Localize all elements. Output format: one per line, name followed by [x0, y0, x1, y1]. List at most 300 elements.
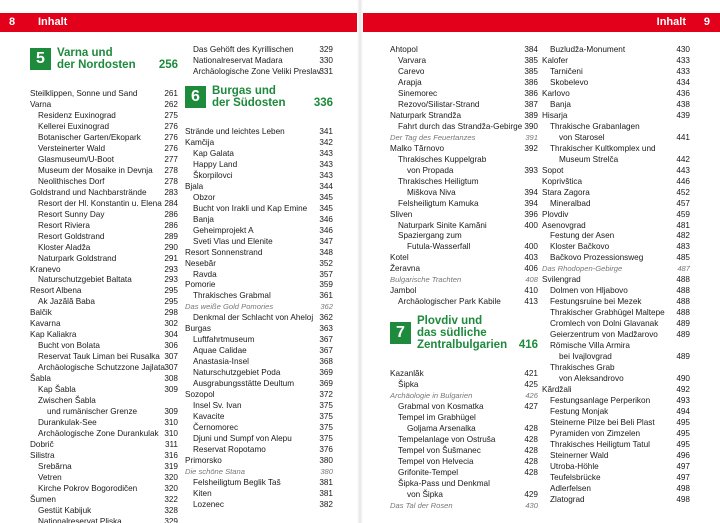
toc-entry[interactable]: [390, 479, 538, 490]
toc-entry-label: Kellerei Euxinograd: [38, 121, 110, 131]
toc-entry-page: 352: [319, 258, 333, 268]
toc-entry[interactable]: [542, 363, 690, 374]
toc-entry-page: 320: [164, 483, 178, 493]
toc-entry[interactable]: [542, 286, 690, 297]
toc-entry[interactable]: [30, 374, 178, 385]
toc-entry[interactable]: [185, 346, 333, 357]
toc-entry-label: Römische Villa Armira: [550, 341, 630, 351]
toc-entry-label: Kavacite: [193, 412, 225, 422]
toc-entry[interactable]: [185, 149, 333, 160]
toc-entry[interactable]: [390, 155, 538, 166]
toc-entry-page: 375: [319, 423, 333, 433]
toc-entry[interactable]: [390, 111, 538, 122]
toc-entry[interactable]: [542, 45, 690, 56]
toc-entry[interactable]: [30, 243, 178, 254]
toc-entry-label: Thrakisches Grabmal: [193, 291, 271, 301]
toc-entry[interactable]: [390, 210, 538, 221]
toc-entry-label: Banja: [550, 99, 571, 109]
toc-entry-page: 494: [676, 406, 690, 416]
toc-entry[interactable]: [185, 248, 333, 259]
toc-entry-page: 381: [319, 488, 333, 498]
toc-entry[interactable]: [390, 67, 538, 78]
toc-entry[interactable]: [30, 232, 178, 243]
toc-feature-entry[interactable]: [390, 391, 538, 402]
toc-entry[interactable]: [542, 56, 690, 67]
toc-entry[interactable]: [185, 280, 333, 291]
toc-entry[interactable]: [390, 166, 538, 177]
toc-entry[interactable]: [185, 45, 333, 56]
toc-entry-page: 277: [164, 154, 178, 164]
toc-entry[interactable]: [30, 484, 178, 495]
toc-entry[interactable]: [30, 166, 178, 177]
toc-entry[interactable]: [390, 242, 538, 253]
toc-feature-entry[interactable]: [390, 275, 538, 286]
chapter-number-badge: 6: [185, 86, 206, 108]
toc-entry-label: Sopot: [542, 165, 564, 175]
toc-entry[interactable]: [390, 457, 538, 468]
toc-entry-page: 382: [319, 499, 333, 509]
toc-entry[interactable]: [30, 199, 178, 210]
toc-entry-page: 346: [319, 225, 333, 235]
book-gutter: [357, 0, 363, 523]
toc-entry[interactable]: [185, 357, 333, 368]
toc-entry-page: 329: [319, 45, 333, 54]
toc-entry-page: 284: [164, 198, 178, 208]
chapter-heading[interactable]: [390, 315, 538, 361]
toc-entry[interactable]: [542, 210, 690, 221]
toc-entry-page: 276: [164, 121, 178, 131]
toc-entry-label: Tempel von Helvecia: [398, 457, 474, 466]
chapter-number-badge: 5: [30, 48, 51, 70]
toc-entry-page: 384: [524, 45, 538, 54]
toc-entry-page: 434: [676, 77, 690, 87]
toc-entry[interactable]: [30, 462, 178, 473]
toc-entry[interactable]: [30, 385, 178, 396]
toc-entry-label: Nationalreservat Pliska: [38, 516, 122, 523]
toc-entry-page: 385: [524, 55, 538, 65]
toc-entry-label: Steinerner Wald: [550, 450, 609, 460]
toc-entry-page: 391: [525, 132, 538, 142]
toc-entry-label: Arapja: [398, 77, 422, 87]
toc-entry[interactable]: [542, 297, 690, 308]
toc-entry-label: Kranevo: [30, 264, 61, 274]
toc-entry-page: 457: [676, 198, 690, 208]
toc-entry[interactable]: [542, 155, 690, 166]
right-page: [360, 0, 720, 523]
toc-entry[interactable]: [542, 100, 690, 111]
toc-entry-page: 276: [164, 143, 178, 153]
toc-entry[interactable]: [390, 100, 538, 111]
toc-entry[interactable]: [542, 484, 690, 495]
toc-entry[interactable]: [390, 490, 538, 501]
toc-entry-label: Resort Riviera: [38, 220, 90, 230]
toc-entry[interactable]: [542, 231, 690, 242]
toc-column-4: [542, 45, 690, 506]
toc-entry[interactable]: [542, 341, 690, 352]
toc-entry[interactable]: [390, 45, 538, 56]
toc-entry[interactable]: [185, 412, 333, 423]
toc-entry-label: Kotel: [390, 253, 409, 263]
toc-entry-label: Thrakische Grabanlagen: [550, 121, 640, 131]
toc-entry-label: Bačkovo Prozessionsweg: [550, 253, 644, 263]
chapter-title-line: der Nordosten: [57, 59, 136, 71]
toc-entry[interactable]: [30, 275, 178, 286]
toc-entry[interactable]: [542, 188, 690, 199]
toc-entry[interactable]: [542, 67, 690, 78]
toc-entry-label: Plovdiv: [542, 209, 569, 219]
toc-entry-page: 428: [524, 446, 538, 456]
toc-entry[interactable]: [542, 89, 690, 100]
toc-entry-label: Banja: [193, 214, 214, 224]
toc-entry-page: 403: [524, 253, 538, 263]
toc-entry[interactable]: [185, 335, 333, 346]
toc-entry[interactable]: [185, 270, 333, 281]
toc-entry-page: 307: [164, 352, 178, 362]
toc-entry-label: Koprivštica: [542, 176, 583, 186]
toc-entry-label: Archäologische Zone Durankulak: [38, 429, 159, 439]
toc-entry[interactable]: [30, 418, 178, 429]
toc-entry[interactable]: [30, 473, 178, 484]
toc-entry[interactable]: [30, 265, 178, 276]
toc-entry[interactable]: [390, 56, 538, 67]
toc-entry[interactable]: [185, 313, 333, 324]
toc-feature-entry[interactable]: [185, 467, 333, 478]
toc-feature-entry[interactable]: [542, 264, 690, 275]
toc-entry[interactable]: [390, 199, 538, 210]
toc-entry-page: 362: [319, 313, 333, 323]
toc-entry[interactable]: [185, 434, 333, 445]
toc-entry[interactable]: [30, 330, 178, 341]
toc-entry-label: Obzor: [193, 192, 216, 202]
toc-entry[interactable]: [185, 368, 333, 379]
toc-entry[interactable]: [30, 286, 178, 297]
toc-entry[interactable]: [30, 122, 178, 133]
toc-entry[interactable]: [30, 341, 178, 352]
toc-entry[interactable]: [542, 451, 690, 462]
toc-entry[interactable]: [185, 182, 333, 193]
toc-entry[interactable]: [390, 369, 538, 380]
toc-feature-entry[interactable]: [185, 302, 333, 313]
toc-entry[interactable]: [185, 456, 333, 467]
toc-entry[interactable]: [30, 133, 178, 144]
toc-entry[interactable]: [185, 237, 333, 248]
toc-entry[interactable]: [30, 407, 178, 418]
toc-entry[interactable]: [542, 199, 690, 210]
toc-entry-label: Tempel im Grabhügel: [398, 413, 476, 423]
toc-entry-page: 375: [319, 434, 333, 444]
chapter-title-line: Varna und: [57, 47, 113, 59]
toc-entry-page: 392: [524, 143, 538, 153]
toc-entry[interactable]: [542, 385, 690, 396]
toc-entry-label: Festung der Asen: [550, 231, 615, 241]
toc-entry-label: Cromlech von Dolni Glavanak: [550, 319, 659, 329]
toc-entry-label: Naturpark Sinite Kamăni: [398, 220, 487, 230]
toc-entry-label: Kamčija: [185, 137, 215, 147]
toc-entry-page: 452: [676, 187, 690, 197]
toc-entry-label: Carevo: [398, 66, 425, 76]
toc-entry[interactable]: [542, 352, 690, 363]
toc-entry[interactable]: [30, 363, 178, 374]
toc-entry-label: Kloster Aladža: [38, 242, 91, 252]
toc-entry[interactable]: [542, 122, 690, 133]
toc-entry[interactable]: [185, 489, 333, 500]
toc-entry[interactable]: [30, 517, 178, 523]
toc-entry[interactable]: [185, 127, 333, 138]
toc-entry-page: 413: [524, 297, 538, 307]
toc-entry-label: Skobelevo: [550, 77, 589, 87]
toc-entry-label: Zlatograd: [550, 494, 585, 504]
toc-entry[interactable]: [390, 78, 538, 89]
toc-entry[interactable]: [390, 89, 538, 100]
toc-entry-label: Futula-Wasserfall: [407, 242, 471, 252]
toc-entry[interactable]: [185, 423, 333, 434]
toc-entry[interactable]: [542, 111, 690, 122]
toc-entry-label: Stara Zagora: [542, 187, 590, 197]
toc-entry[interactable]: [542, 495, 690, 506]
toc-entry[interactable]: [542, 418, 690, 429]
toc-entry-label: Karlovo: [542, 88, 570, 98]
toc-entry-page: 498: [676, 483, 690, 493]
toc-entry-label: Resort Albena: [30, 286, 82, 296]
toc-entry[interactable]: [390, 297, 538, 308]
toc-entry[interactable]: [390, 122, 538, 133]
toc-entry[interactable]: [542, 221, 690, 232]
toc-entry-label: Kap Kaliakra: [30, 330, 77, 340]
toc-entry-page: 262: [164, 99, 178, 109]
toc-entry-label: von Propada: [407, 165, 454, 175]
toc-entry[interactable]: [542, 253, 690, 264]
chapter-heading[interactable]: [30, 47, 178, 81]
toc-entry[interactable]: [542, 440, 690, 451]
toc-entry[interactable]: [390, 253, 538, 264]
toc-entry-label: Bucht von Bolata: [38, 341, 100, 351]
toc-entry-page: 343: [319, 170, 333, 180]
toc-entry[interactable]: [185, 138, 333, 149]
toc-entry-label: Bjala: [185, 181, 204, 191]
toc-entry[interactable]: [542, 133, 690, 144]
toc-entry[interactable]: [185, 215, 333, 226]
toc-entry-page: 345: [319, 192, 333, 202]
toc-entry[interactable]: [390, 177, 538, 188]
toc-entry[interactable]: [542, 319, 690, 330]
toc-entry[interactable]: [185, 56, 333, 67]
toc-entry[interactable]: [390, 286, 538, 297]
toc-entry-page: 390: [524, 121, 538, 131]
chapter-title: [417, 315, 507, 351]
toc-entry-label: Thrakischer Kultkomplex und: [550, 143, 656, 153]
toc-entry-page: 393: [524, 165, 538, 175]
toc-entry[interactable]: [390, 446, 538, 457]
toc-entry[interactable]: [30, 144, 178, 155]
toc-entry-page: 436: [676, 88, 690, 98]
toc-entry-label: Jambol: [390, 286, 417, 296]
toc-entry[interactable]: [30, 495, 178, 506]
toc-entry[interactable]: [30, 308, 178, 319]
toc-entry-page: 380: [320, 466, 333, 476]
toc-entry[interactable]: [390, 264, 538, 275]
toc-entry[interactable]: [542, 473, 690, 484]
toc-entry-page: 310: [164, 429, 178, 439]
toc-entry-label: Neolithisches Dorf: [38, 176, 105, 186]
right-page-number: 9: [703, 16, 710, 28]
toc-entry-page: 295: [164, 297, 178, 307]
toc-entry[interactable]: [30, 352, 178, 363]
toc-entry-label: Šumen: [30, 494, 56, 504]
toc-feature-entry[interactable]: [390, 133, 538, 144]
toc-entry-page: 495: [676, 417, 690, 427]
toc-entry[interactable]: [30, 297, 178, 308]
toc-entry[interactable]: [542, 308, 690, 319]
toc-entry-label: von Aleksandrovo: [559, 374, 624, 384]
toc-entry[interactable]: [542, 429, 690, 440]
toc-entry[interactable]: [30, 188, 178, 199]
toc-entry-page: 367: [319, 346, 333, 356]
toc-entry-label: Kărdžali: [542, 385, 572, 395]
toc-entry-page: 319: [164, 461, 178, 471]
toc-entry-label: Insel Sv. Ivan: [193, 401, 242, 411]
toc-entry-label: Grifonite-Tempel: [398, 467, 459, 477]
toc-entry[interactable]: [542, 374, 690, 385]
toc-entry-page: 331: [319, 66, 333, 76]
toc-entry-page: 345: [319, 203, 333, 213]
toc-entry[interactable]: [185, 445, 333, 456]
toc-entry-page: 487: [677, 264, 690, 274]
chapter-heading[interactable]: [185, 85, 333, 119]
toc-entry[interactable]: [185, 291, 333, 302]
toc-entry[interactable]: [185, 500, 333, 511]
toc-entry[interactable]: [185, 259, 333, 270]
toc-entry-label: Botanischer Garten/Ekopark: [38, 132, 141, 142]
toc-entry[interactable]: [185, 401, 333, 412]
toc-entry-page: 441: [676, 132, 690, 142]
toc-entry[interactable]: [30, 254, 178, 265]
toc-entry[interactable]: [185, 478, 333, 489]
toc-entry[interactable]: [185, 160, 333, 171]
toc-entry-page: 311: [164, 440, 178, 449]
toc-entry[interactable]: [185, 193, 333, 204]
toc-entry[interactable]: [30, 506, 178, 517]
toc-entry[interactable]: [185, 67, 333, 78]
toc-entry-label: von Starosel: [559, 132, 605, 142]
toc-entry-page: 488: [676, 275, 690, 285]
toc-entry-label: Thrakisches Heiligtum: [398, 176, 479, 186]
toc-entry[interactable]: [390, 188, 538, 199]
toc-entry[interactable]: [542, 275, 690, 286]
left-page-number: 8: [9, 16, 16, 28]
toc-entry-label: Archäologie in Bulgarien: [390, 391, 473, 401]
toc-entry-label: Archäologischer Park Kabile: [398, 297, 501, 307]
chapter-title-line: Plovdiv und: [417, 315, 483, 328]
toc-entry[interactable]: [30, 451, 178, 462]
toc-entry[interactable]: [390, 231, 538, 242]
toc-entry-label: Bulgarische Trachten: [390, 275, 462, 285]
toc-entry-page: 387: [524, 99, 538, 109]
toc-entry-page: 286: [164, 220, 178, 230]
toc-entry[interactable]: [30, 396, 178, 407]
toc-entry[interactable]: [390, 221, 538, 232]
toc-entry-label: Thrakisches Grab: [550, 363, 615, 373]
toc-entry[interactable]: [390, 380, 538, 391]
toc-entry-label: Nesebăr: [185, 258, 216, 268]
toc-entry-label: von Šipka: [407, 489, 443, 499]
toc-entry[interactable]: [542, 407, 690, 418]
chapter-title-line: Zentralbulgarien: [417, 339, 508, 352]
toc-entry-label: Kloster Bačkovo: [550, 242, 610, 252]
toc-entry-page: 443: [676, 165, 690, 175]
toc-entry[interactable]: [30, 319, 178, 330]
toc-entry[interactable]: [30, 155, 178, 166]
toc-entry-label: Naturpark Goldstrand: [38, 253, 117, 263]
toc-entry[interactable]: [185, 226, 333, 237]
toc-entry[interactable]: [542, 177, 690, 188]
toc-entry-page: 410: [524, 286, 538, 296]
toc-entry-label: Pomorie: [185, 280, 216, 290]
toc-entry[interactable]: [30, 89, 178, 100]
toc-entry[interactable]: [542, 166, 690, 177]
toc-entry[interactable]: [30, 210, 178, 221]
toc-entry[interactable]: [390, 435, 538, 446]
toc-entry[interactable]: [30, 429, 178, 440]
toc-entry[interactable]: [390, 413, 538, 424]
toc-entry-page: 425: [524, 380, 538, 390]
toc-entry[interactable]: [542, 396, 690, 407]
toc-entry-page: 483: [676, 242, 690, 252]
toc-entry[interactable]: [185, 324, 333, 335]
toc-entry[interactable]: [185, 204, 333, 215]
toc-entry-label: Tarničeni: [550, 66, 583, 76]
toc-entry-label: Kavarna: [30, 319, 61, 329]
toc-entry[interactable]: [185, 379, 333, 390]
toc-entry[interactable]: [542, 242, 690, 253]
toc-entry-label: Adlerfelsen: [550, 483, 591, 493]
toc-entry[interactable]: [30, 440, 178, 451]
toc-entry[interactable]: [542, 330, 690, 341]
toc-entry-label: Thrakisches Heiligtum Tatul: [550, 439, 650, 449]
toc-entry-label: Festungsanlage Perperikon: [550, 396, 651, 405]
toc-entry-page: 302: [164, 319, 178, 329]
toc-entry-page: 343: [319, 148, 333, 158]
toc-entry-label: Teufelsbrücke: [550, 472, 601, 482]
toc-entry[interactable]: [30, 111, 178, 122]
toc-entry[interactable]: [390, 468, 538, 479]
toc-entry[interactable]: [390, 424, 538, 435]
toc-entry-page: 386: [524, 88, 538, 98]
toc-entry-page: 308: [164, 374, 178, 384]
toc-entry-page: 438: [676, 99, 690, 109]
right-page-header: [356, 13, 720, 32]
toc-entry[interactable]: [185, 171, 333, 182]
toc-entry[interactable]: [390, 402, 538, 413]
toc-entry-label: Felsheiligtum Beglik Taš: [193, 477, 281, 487]
toc-entry[interactable]: [542, 144, 690, 155]
toc-entry-page: 389: [524, 110, 538, 120]
toc-entry-label: Glasmuseum/U-Boot: [38, 154, 114, 164]
toc-entry[interactable]: [390, 144, 538, 155]
toc-entry-label: Srebărna: [38, 461, 72, 471]
toc-entry-label: Malko Tărnovo: [390, 143, 445, 153]
toc-entry[interactable]: [542, 78, 690, 89]
toc-feature-entry[interactable]: [390, 501, 538, 512]
toc-entry[interactable]: [30, 221, 178, 232]
toc-entry[interactable]: [542, 462, 690, 473]
toc-entry[interactable]: [30, 100, 178, 111]
toc-entry-page: 286: [164, 209, 178, 219]
toc-entry-label: Felsheiligtum Kamuka: [398, 198, 479, 208]
toc-entry[interactable]: [30, 177, 178, 188]
toc-entry[interactable]: [185, 390, 333, 401]
toc-entry-label: Tempel von Šušmanec: [398, 446, 481, 456]
toc-entry-page: 496: [676, 450, 690, 460]
